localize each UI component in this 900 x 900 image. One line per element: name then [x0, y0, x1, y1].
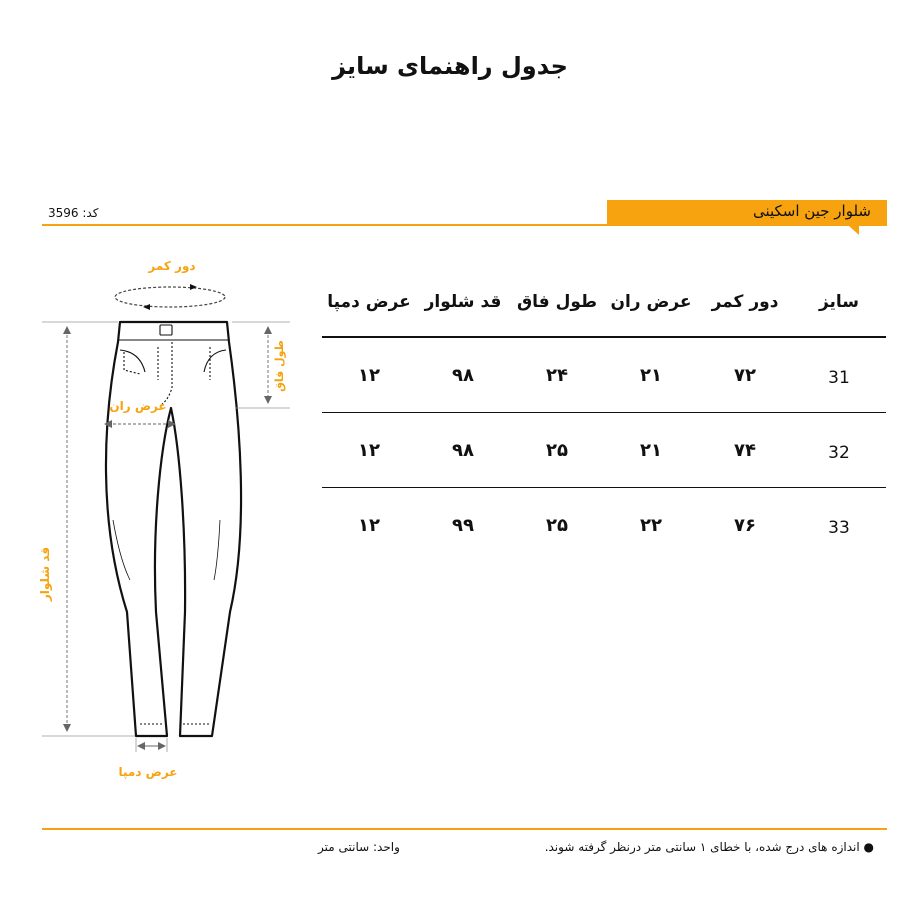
- cell-size: 33: [828, 518, 850, 538]
- cell-hem: ۱۲: [358, 514, 380, 536]
- header-length: قد شلوار: [416, 268, 510, 337]
- jeans-diagram: [0, 0, 320, 800]
- label-thigh: عرض ران: [109, 399, 167, 413]
- label-waist: دور کمر: [148, 259, 196, 273]
- hem-measure-line: [136, 738, 167, 752]
- header-size: سایز: [792, 268, 886, 337]
- cell-size: 31: [792, 337, 886, 413]
- size-table: [322, 268, 886, 562]
- product-code: کد: 3596: [48, 206, 99, 220]
- footer-divider: [42, 828, 887, 830]
- footer-note: ● اندازه های درج شده، با خطای ۱ سانتی متر درنظر گرفته شوند.: [544, 840, 874, 854]
- label-hem: عرض دمپا: [118, 765, 178, 779]
- cell-length: ۹۸: [416, 413, 510, 488]
- cell-waist: ۷۴: [698, 413, 792, 488]
- cell-waist: ۷۲: [698, 337, 792, 413]
- cell-thigh: ۲۲: [640, 514, 662, 536]
- footer-unit: واحد: سانتی متر: [318, 840, 400, 854]
- header-rise: طول فاق: [510, 268, 604, 337]
- label-length: قد شلوار: [38, 546, 52, 602]
- cell-size: 32: [792, 413, 886, 488]
- cell-hem: ۱۲: [322, 413, 416, 488]
- table-row: [322, 337, 886, 413]
- cell-thigh: ۲۱: [604, 413, 698, 488]
- cell-length: ۹۸: [416, 337, 510, 413]
- label-rise: طول فاق: [273, 340, 286, 392]
- cell-length: ۹۹: [452, 514, 474, 536]
- cell-thigh: ۲۱: [604, 337, 698, 413]
- cell-rise: ۲۴: [510, 337, 604, 413]
- table-row: [322, 488, 886, 563]
- cell-hem: ۱۲: [322, 337, 416, 413]
- table-header-row: [322, 268, 886, 337]
- cell-waist: ۷۶: [734, 514, 756, 536]
- banner-tail: [849, 226, 859, 235]
- product-name: شلوار جین اسکینی: [752, 202, 871, 220]
- header-waist: دور کمر: [698, 268, 792, 337]
- jeans-outline: [106, 322, 241, 736]
- cell-rise: ۲۵: [510, 413, 604, 488]
- header-thigh: عرض ران: [604, 268, 698, 337]
- waist-measure-icon: [115, 284, 225, 310]
- page-title: جدول راهنمای سایز: [332, 52, 568, 80]
- length-measure-line: [42, 322, 135, 736]
- cell-rise: ۲۵: [546, 514, 568, 536]
- table-row: [322, 413, 886, 488]
- product-banner: [607, 200, 887, 226]
- header-hem: عرض دمپا: [322, 268, 416, 337]
